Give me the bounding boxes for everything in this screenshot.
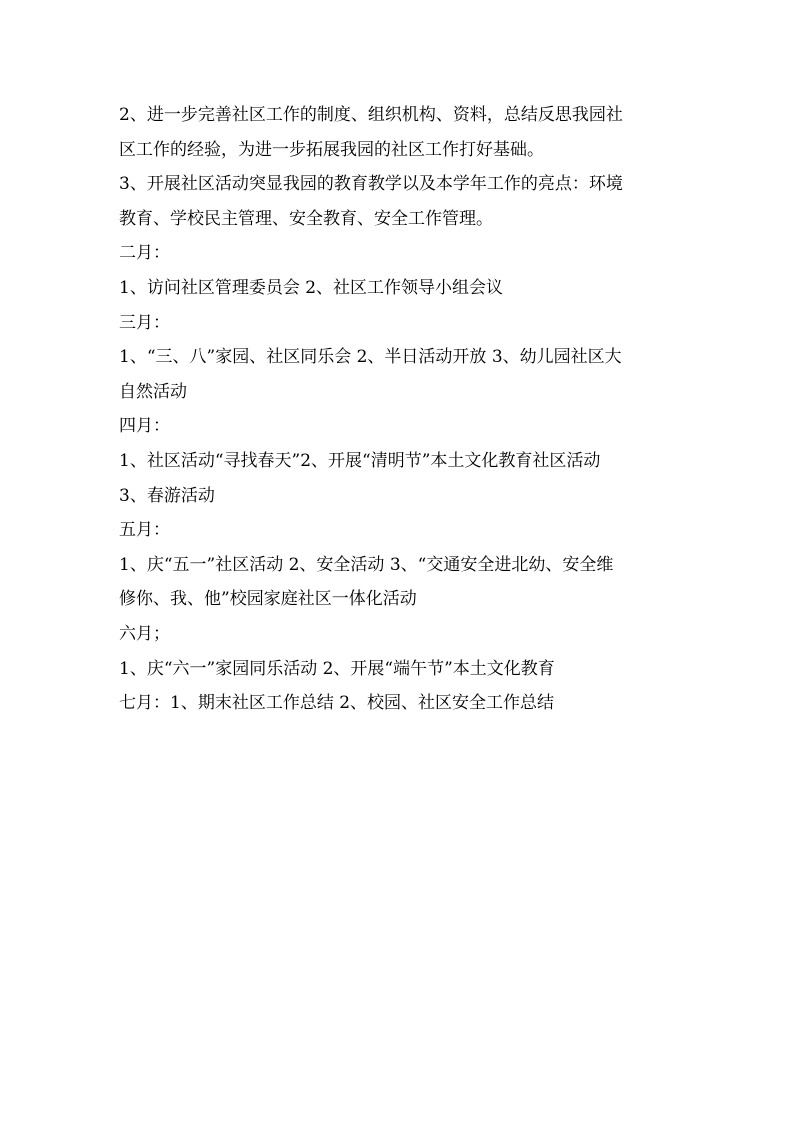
text-line: 1、“三、八”家园、社区同乐会 2、半日活动开放 3、幼儿园社区大 [119, 347, 622, 368]
text-line: 1、庆“五一”社区活动 2、安全活动 3、“交通安全进北幼、安全维 [119, 554, 614, 575]
text-line: 自然活动 [119, 381, 187, 402]
month-heading: 三月： [119, 312, 170, 333]
month-heading: 二月： [119, 243, 170, 264]
text-line: 2、进一步完善社区工作的制度、组织机构、资料，总结反思我园社 [119, 105, 623, 125]
text-line: 七月：1、期末社区工作总结 2、校园、社区安全工作总结 [119, 693, 555, 714]
month-heading: 五月： [119, 520, 170, 541]
text-line: 1、访问社区管理委员会 2、社区工作领导小组会议 [119, 277, 504, 298]
text-line: 修你、我、他”校园家庭社区一体化活动 [119, 589, 417, 610]
text-line: 教育、学校民主管理、安全教育、安全工作管理。 [119, 208, 493, 229]
month-heading: 六月； [119, 623, 170, 644]
text-line: 1、庆“六一”家园同乐活动 2、开展“端午节”本土文化教育 [119, 658, 555, 679]
text-line: 1、社区活动“寻找春天”2、开展“清明节”本土文化教育社区活动 [119, 450, 601, 471]
document-body [119, 98, 679, 721]
month-heading: 四月： [119, 416, 170, 437]
text-line: 区工作的经验，为进一步拓展我园的社区工作打好基础。 [119, 139, 544, 160]
text-line: 3、开展社区活动突显我园的教育教学以及本学年工作的亮点：环境 [119, 174, 623, 195]
text-line: 3、春游活动 [119, 485, 215, 506]
